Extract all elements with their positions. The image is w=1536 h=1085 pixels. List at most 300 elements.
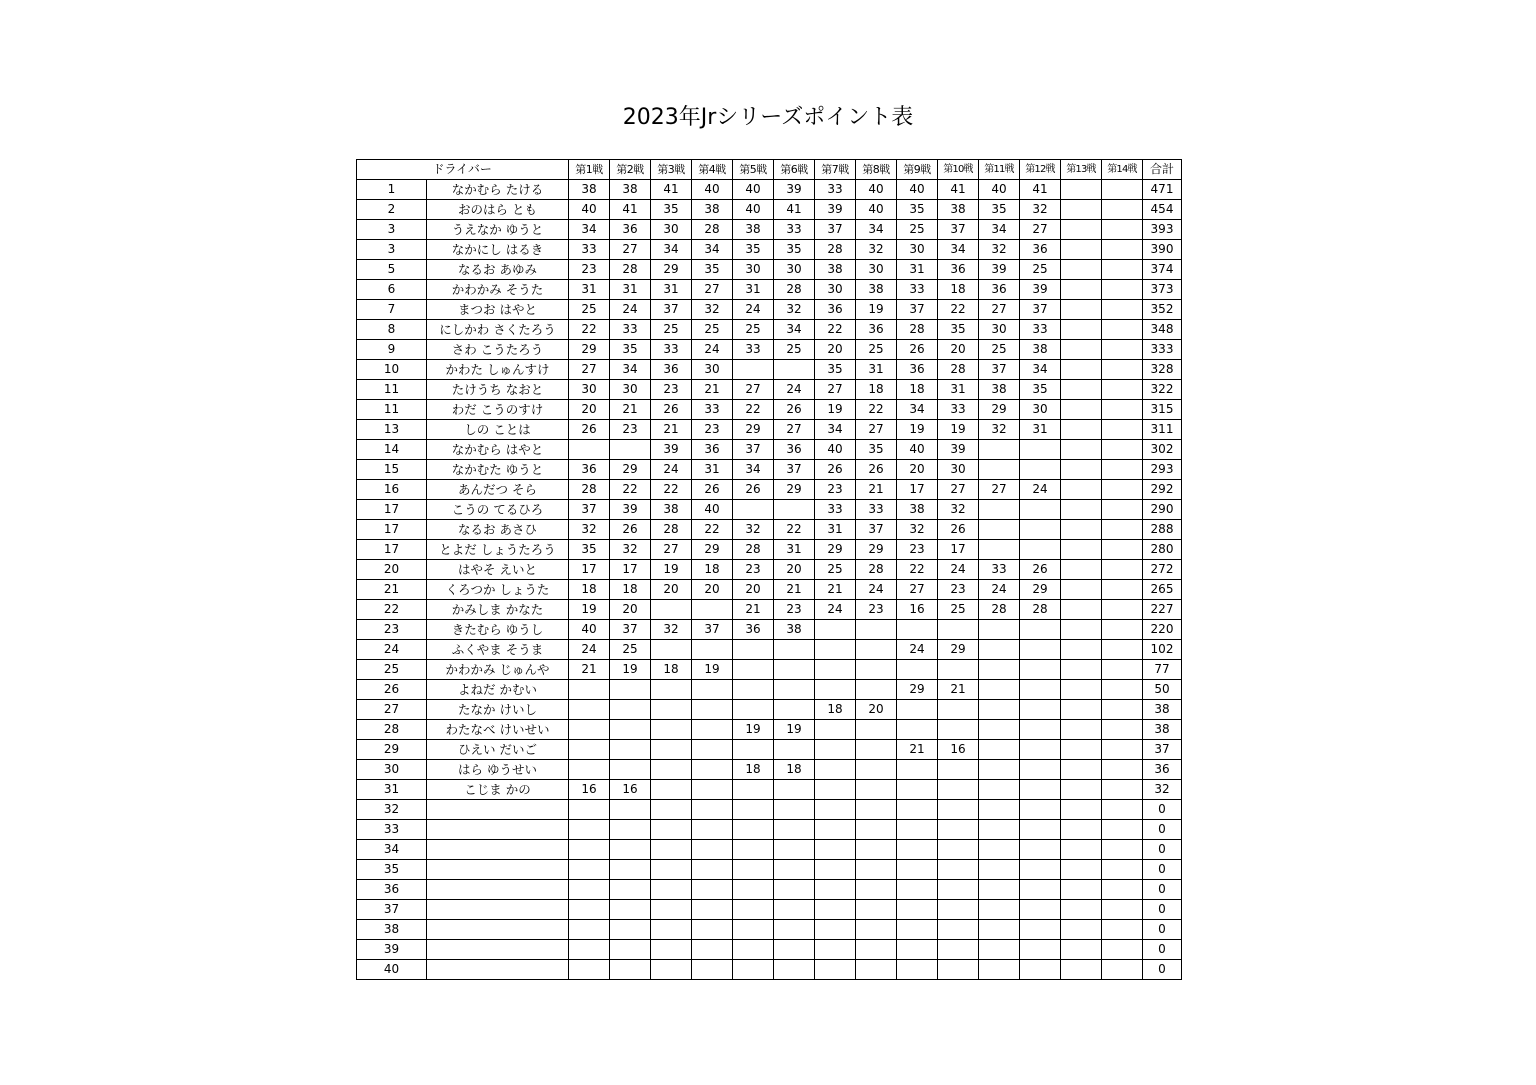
points-cell: 34 — [815, 420, 856, 440]
points-cell — [1102, 660, 1143, 680]
total-cell: 0 — [1143, 920, 1182, 940]
points-cell: 33 — [938, 400, 979, 420]
points-cell — [692, 920, 733, 940]
points-cell — [692, 740, 733, 760]
points-cell: 29 — [979, 400, 1020, 420]
table-row — [357, 500, 1182, 520]
points-cell — [1061, 640, 1102, 660]
driver-name-cell — [427, 960, 569, 980]
driver-name-cell: なかむら たける — [427, 180, 569, 200]
points-cell — [856, 960, 897, 980]
points-cell — [569, 860, 610, 880]
points-cell — [856, 760, 897, 780]
total-cell: 50 — [1143, 680, 1182, 700]
points-cell: 39 — [774, 180, 815, 200]
points-cell — [1061, 220, 1102, 240]
points-cell: 32 — [938, 500, 979, 520]
points-cell — [1020, 760, 1061, 780]
driver-name-cell: よねだ かむい — [427, 680, 569, 700]
points-cell: 39 — [1020, 280, 1061, 300]
driver-name-cell: かわた しゅんすけ — [427, 360, 569, 380]
points-cell — [815, 780, 856, 800]
position-cell: 3 — [357, 240, 427, 260]
position-cell: 40 — [357, 960, 427, 980]
points-cell — [897, 700, 938, 720]
points-cell — [856, 660, 897, 680]
points-cell — [1102, 480, 1143, 500]
points-cell — [1020, 900, 1061, 920]
points-cell — [692, 940, 733, 960]
points-cell — [569, 720, 610, 740]
points-cell: 20 — [569, 400, 610, 420]
points-cell: 22 — [774, 520, 815, 540]
points-cell — [1061, 240, 1102, 260]
points-cell: 31 — [774, 540, 815, 560]
points-cell — [774, 680, 815, 700]
driver-name-cell — [427, 920, 569, 940]
table-row — [357, 780, 1182, 800]
points-cell — [979, 460, 1020, 480]
points-cell — [1102, 360, 1143, 380]
points-cell — [1061, 180, 1102, 200]
points-cell: 25 — [733, 320, 774, 340]
points-cell — [938, 700, 979, 720]
points-cell: 41 — [938, 180, 979, 200]
header-race-7: 第7戦 — [815, 160, 856, 180]
points-cell: 27 — [774, 420, 815, 440]
points-cell — [1061, 360, 1102, 380]
points-cell: 18 — [610, 580, 651, 600]
points-cell — [1061, 900, 1102, 920]
driver-name-cell: わたなべ けいせい — [427, 720, 569, 740]
position-cell: 29 — [357, 740, 427, 760]
table-row — [357, 880, 1182, 900]
points-cell — [733, 820, 774, 840]
points-cell — [1102, 240, 1143, 260]
points-cell: 38 — [1020, 340, 1061, 360]
points-cell: 31 — [897, 260, 938, 280]
points-cell: 30 — [815, 280, 856, 300]
points-cell — [1061, 380, 1102, 400]
points-cell — [1061, 680, 1102, 700]
points-cell — [651, 680, 692, 700]
points-cell: 16 — [610, 780, 651, 800]
points-cell — [897, 800, 938, 820]
points-cell — [1102, 540, 1143, 560]
points-cell: 34 — [1020, 360, 1061, 380]
points-cell: 29 — [569, 340, 610, 360]
points-cell — [610, 840, 651, 860]
table-row — [357, 700, 1182, 720]
points-cell: 35 — [938, 320, 979, 340]
points-cell — [610, 880, 651, 900]
points-cell: 26 — [733, 480, 774, 500]
points-cell: 40 — [856, 180, 897, 200]
total-cell: 0 — [1143, 800, 1182, 820]
table-row — [357, 960, 1182, 980]
points-cell — [651, 880, 692, 900]
points-cell: 31 — [651, 280, 692, 300]
total-cell: 390 — [1143, 240, 1182, 260]
points-cell — [1102, 400, 1143, 420]
page-title: 2023年Jrシリーズポイント表 — [622, 105, 914, 130]
header-race-13: 第13戦 — [1061, 160, 1102, 180]
points-cell — [1102, 420, 1143, 440]
points-cell — [897, 660, 938, 680]
points-cell — [610, 700, 651, 720]
table-row — [357, 560, 1182, 580]
points-cell: 22 — [569, 320, 610, 340]
points-cell: 38 — [856, 280, 897, 300]
points-cell — [1020, 620, 1061, 640]
points-cell — [856, 780, 897, 800]
points-cell — [856, 920, 897, 940]
points-cell: 28 — [979, 600, 1020, 620]
header-race-6: 第6戦 — [774, 160, 815, 180]
points-cell — [651, 800, 692, 820]
points-cell: 22 — [938, 300, 979, 320]
table-row — [357, 440, 1182, 460]
points-cell — [1020, 440, 1061, 460]
driver-name-cell: なかむた ゆうと — [427, 460, 569, 480]
points-cell — [1102, 300, 1143, 320]
points-cell — [938, 920, 979, 940]
points-cell: 31 — [938, 380, 979, 400]
points-cell — [1061, 560, 1102, 580]
points-cell — [733, 960, 774, 980]
points-cell: 19 — [897, 420, 938, 440]
points-cell — [569, 800, 610, 820]
header-total: 合計 — [1143, 160, 1182, 180]
points-cell — [979, 900, 1020, 920]
points-cell — [733, 780, 774, 800]
points-cell — [610, 680, 651, 700]
points-cell: 28 — [692, 220, 733, 240]
driver-name-cell: まつお はやと — [427, 300, 569, 320]
points-cell: 33 — [815, 180, 856, 200]
total-cell: 454 — [1143, 200, 1182, 220]
points-cell: 35 — [979, 200, 1020, 220]
points-cell — [774, 740, 815, 760]
points-cell — [733, 800, 774, 820]
points-cell — [651, 860, 692, 880]
position-cell: 9 — [357, 340, 427, 360]
total-cell: 77 — [1143, 660, 1182, 680]
points-cell: 28 — [610, 260, 651, 280]
points-cell: 33 — [815, 500, 856, 520]
points-cell — [651, 640, 692, 660]
points-cell — [733, 740, 774, 760]
points-cell: 21 — [610, 400, 651, 420]
table-row — [357, 820, 1182, 840]
points-cell: 27 — [692, 280, 733, 300]
header-race-14: 第14戦 — [1102, 160, 1143, 180]
driver-name-cell — [427, 840, 569, 860]
driver-name-cell — [427, 800, 569, 820]
points-cell — [897, 960, 938, 980]
points-cell: 24 — [569, 640, 610, 660]
driver-name-cell — [427, 880, 569, 900]
points-cell — [1102, 840, 1143, 860]
points-cell: 34 — [569, 220, 610, 240]
points-cell: 27 — [979, 300, 1020, 320]
points-cell — [1102, 700, 1143, 720]
points-cell: 26 — [938, 520, 979, 540]
points-cell — [774, 700, 815, 720]
points-cell: 22 — [733, 400, 774, 420]
points-cell: 21 — [938, 680, 979, 700]
points-cell: 30 — [692, 360, 733, 380]
driver-name-cell: なかむら はやと — [427, 440, 569, 460]
points-cell: 27 — [733, 380, 774, 400]
points-cell — [1020, 960, 1061, 980]
points-cell: 23 — [733, 560, 774, 580]
points-cell: 37 — [938, 220, 979, 240]
points-cell: 23 — [774, 600, 815, 620]
position-cell: 15 — [357, 460, 427, 480]
points-cell: 28 — [733, 540, 774, 560]
points-table — [356, 159, 1182, 980]
points-cell: 31 — [1020, 420, 1061, 440]
points-cell: 29 — [897, 680, 938, 700]
points-cell: 26 — [856, 460, 897, 480]
total-cell: 0 — [1143, 880, 1182, 900]
points-cell — [1102, 380, 1143, 400]
driver-name-cell: はやそ えいと — [427, 560, 569, 580]
points-cell: 35 — [774, 240, 815, 260]
points-cell — [856, 800, 897, 820]
points-cell: 30 — [569, 380, 610, 400]
points-cell: 33 — [692, 400, 733, 420]
points-cell: 40 — [979, 180, 1020, 200]
points-cell: 38 — [979, 380, 1020, 400]
points-cell — [1061, 780, 1102, 800]
points-cell — [692, 900, 733, 920]
table-row — [357, 180, 1182, 200]
points-cell — [1020, 540, 1061, 560]
points-cell: 40 — [733, 180, 774, 200]
points-cell — [1061, 860, 1102, 880]
points-cell: 24 — [815, 600, 856, 620]
points-cell — [1020, 520, 1061, 540]
total-cell: 227 — [1143, 600, 1182, 620]
points-cell — [733, 840, 774, 860]
points-cell — [815, 900, 856, 920]
points-cell: 29 — [610, 460, 651, 480]
points-cell — [610, 800, 651, 820]
points-cell — [1102, 860, 1143, 880]
driver-name-cell: あんだつ そら — [427, 480, 569, 500]
points-cell: 22 — [610, 480, 651, 500]
points-cell — [1061, 300, 1102, 320]
points-cell: 24 — [651, 460, 692, 480]
points-cell — [815, 940, 856, 960]
points-cell: 22 — [692, 520, 733, 540]
points-cell: 30 — [938, 460, 979, 480]
points-cell: 34 — [610, 360, 651, 380]
points-cell — [938, 860, 979, 880]
points-cell — [1102, 960, 1143, 980]
total-cell: 272 — [1143, 560, 1182, 580]
points-cell: 36 — [569, 460, 610, 480]
points-cell — [1020, 740, 1061, 760]
position-cell: 7 — [357, 300, 427, 320]
total-cell: 292 — [1143, 480, 1182, 500]
points-cell — [569, 920, 610, 940]
points-cell: 36 — [938, 260, 979, 280]
points-cell: 35 — [692, 260, 733, 280]
points-cell — [1061, 920, 1102, 940]
points-cell — [856, 720, 897, 740]
points-cell — [733, 940, 774, 960]
points-cell — [1061, 840, 1102, 860]
points-cell: 21 — [815, 580, 856, 600]
points-cell — [774, 780, 815, 800]
points-cell — [1020, 860, 1061, 880]
driver-name-cell: とよだ しょうたろう — [427, 540, 569, 560]
points-cell — [774, 900, 815, 920]
points-cell — [815, 760, 856, 780]
points-cell — [1061, 660, 1102, 680]
points-cell — [1061, 400, 1102, 420]
total-cell: 0 — [1143, 840, 1182, 860]
table-row — [357, 720, 1182, 740]
driver-name-cell: くろつか しょうた — [427, 580, 569, 600]
points-cell: 40 — [897, 180, 938, 200]
header-race-12: 第12戦 — [1020, 160, 1061, 180]
table-row — [357, 680, 1182, 700]
points-cell — [897, 840, 938, 860]
points-cell — [651, 780, 692, 800]
position-cell: 17 — [357, 540, 427, 560]
points-cell: 34 — [938, 240, 979, 260]
points-cell: 27 — [815, 380, 856, 400]
points-cell — [856, 740, 897, 760]
points-cell — [979, 660, 1020, 680]
points-cell — [692, 840, 733, 860]
total-cell: 0 — [1143, 900, 1182, 920]
header-race-8: 第8戦 — [856, 160, 897, 180]
points-cell — [569, 960, 610, 980]
points-cell: 37 — [651, 300, 692, 320]
position-cell: 23 — [357, 620, 427, 640]
points-cell: 24 — [897, 640, 938, 660]
points-cell — [979, 780, 1020, 800]
total-cell: 220 — [1143, 620, 1182, 640]
points-cell: 25 — [938, 600, 979, 620]
points-cell — [1020, 680, 1061, 700]
points-cell — [897, 620, 938, 640]
points-cell: 19 — [733, 720, 774, 740]
points-cell: 24 — [938, 560, 979, 580]
total-cell: 311 — [1143, 420, 1182, 440]
position-cell: 3 — [357, 220, 427, 240]
points-cell: 32 — [897, 520, 938, 540]
driver-name-cell: さわ こうたろう — [427, 340, 569, 360]
total-cell: 0 — [1143, 820, 1182, 840]
points-cell: 24 — [856, 580, 897, 600]
points-cell: 20 — [692, 580, 733, 600]
points-cell — [856, 840, 897, 860]
points-cell: 17 — [938, 540, 979, 560]
points-cell: 29 — [651, 260, 692, 280]
table-row — [357, 640, 1182, 660]
points-cell: 30 — [856, 260, 897, 280]
points-cell — [1061, 880, 1102, 900]
points-cell — [569, 880, 610, 900]
points-cell: 28 — [815, 240, 856, 260]
points-cell — [1020, 500, 1061, 520]
points-cell: 25 — [610, 640, 651, 660]
points-cell: 37 — [774, 460, 815, 480]
points-cell — [1102, 780, 1143, 800]
points-cell — [1102, 320, 1143, 340]
points-cell — [979, 620, 1020, 640]
table-row — [357, 300, 1182, 320]
points-cell — [610, 960, 651, 980]
header-race-5: 第5戦 — [733, 160, 774, 180]
points-cell — [815, 620, 856, 640]
table-row — [357, 420, 1182, 440]
points-cell — [1102, 180, 1143, 200]
points-cell — [1102, 280, 1143, 300]
driver-name-cell: なかにし はるき — [427, 240, 569, 260]
points-cell: 29 — [856, 540, 897, 560]
points-cell: 29 — [692, 540, 733, 560]
points-cell: 30 — [897, 240, 938, 260]
total-cell: 0 — [1143, 960, 1182, 980]
points-cell: 28 — [897, 320, 938, 340]
points-cell: 36 — [774, 440, 815, 460]
points-cell — [1061, 280, 1102, 300]
points-cell — [815, 840, 856, 860]
points-cell: 33 — [856, 500, 897, 520]
points-cell — [569, 440, 610, 460]
points-cell — [897, 820, 938, 840]
points-cell — [938, 960, 979, 980]
driver-name-cell: かわかみ じゅんや — [427, 660, 569, 680]
points-cell: 32 — [1020, 200, 1061, 220]
points-cell — [1061, 540, 1102, 560]
points-cell: 27 — [897, 580, 938, 600]
points-cell: 37 — [815, 220, 856, 240]
header-race-4: 第4戦 — [692, 160, 733, 180]
points-cell — [1102, 800, 1143, 820]
points-cell: 23 — [610, 420, 651, 440]
points-cell — [938, 820, 979, 840]
points-cell: 26 — [1020, 560, 1061, 580]
points-cell: 40 — [856, 200, 897, 220]
points-cell — [692, 860, 733, 880]
points-cell: 40 — [733, 200, 774, 220]
points-cell — [1061, 580, 1102, 600]
points-cell: 39 — [610, 500, 651, 520]
points-cell — [1061, 940, 1102, 960]
points-cell: 35 — [733, 240, 774, 260]
points-cell — [651, 900, 692, 920]
points-cell: 37 — [856, 520, 897, 540]
points-cell: 18 — [938, 280, 979, 300]
points-cell — [856, 680, 897, 700]
table-row — [357, 900, 1182, 920]
points-cell: 22 — [897, 560, 938, 580]
points-cell — [1102, 680, 1143, 700]
points-cell: 29 — [815, 540, 856, 560]
points-cell — [1061, 720, 1102, 740]
total-cell: 290 — [1143, 500, 1182, 520]
points-cell: 24 — [979, 580, 1020, 600]
points-cell — [897, 780, 938, 800]
